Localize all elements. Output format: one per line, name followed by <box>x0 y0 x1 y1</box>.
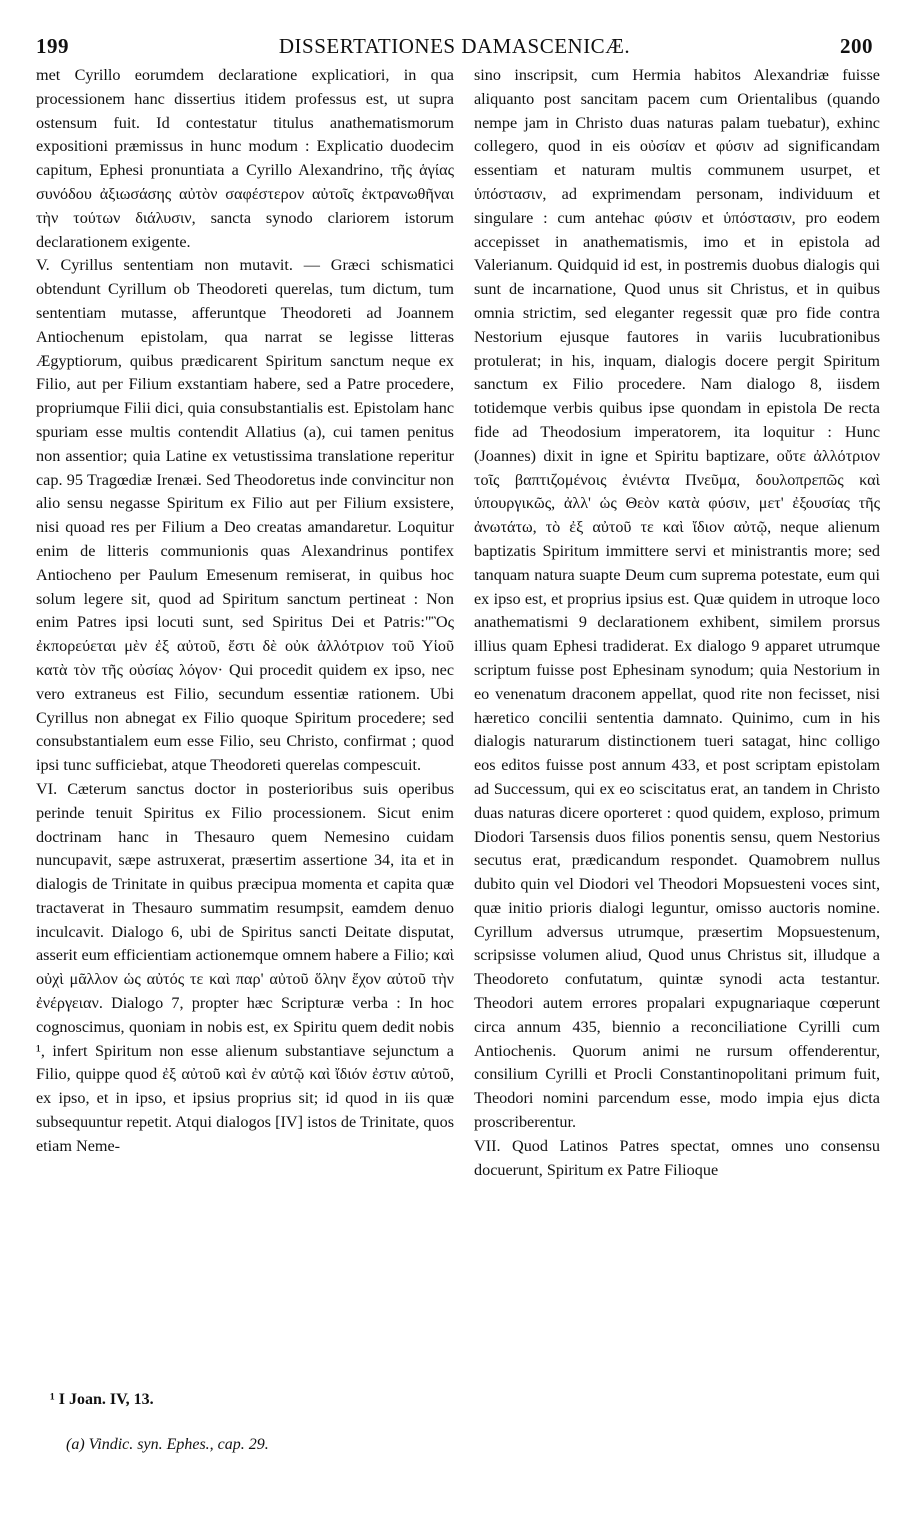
paragraph-intro: met Cyrillo eorumdem declaratione explicatiori, in qua processionem hanc dissertius itidem professus est, ut supra ostensum fuit. Id contestatur titulus anathematismorum expositioni præmissus in hunc modum : Explicatio duodecim capitum, Ephesi pronuntiata a Cyrillo Alexandrino, τῆς ἁγίας συνόδου ἀξιωσάσης αὐτὸν σαφέστερον αὐτοῖς ἐκτρανωθῆναι τὴν τούτων διάλυσιν, sancta synodo clariorem istorum declarationem exigente. <box>36 66 454 251</box>
page-number-left: 199 <box>36 34 69 58</box>
paragraph-continuation: sino inscripsit, cum Hermia habitos Alexandriæ fuisse aliquanto post sancitam pacem cum Orientalibus (quando nempe jam in Christo duas naturas palam tuebatur), exhinc collegero, quod in eis οὐσίαν et φύσιν ad significandam essentiam et naturam multis communem usurpet, et ὑπόστασιν, ad exprimendam personam, individuum et singulare : cum antehac φύσιν et ὑπόστασιν, pro eodem accepisset in anathematismis, imo et in epistola ad Valerianum. Quidquid id est, in postremis duobus dialogis qui sunt de incarnatione, Quod unus sit Christus, et in quibus omnia strictim, sed eleganter regessit quæ pro fide contra Nestorium ejusque fautores in variis lucubrationibus protulerat; in his, inquam, dialogis docere pergit Spiritum sanctum ex Filio procedere. Nam dialogo 8, iisdem totidemque verbis quibus ipse quondam in epistola De recta fide ad Theodosium imperatorem, ita loquitur : Hunc (Joannes) dixit in igne et Spiritu baptizare, οὔτε ἀλλότριον τοῖς βαπτιζομένοις ἐνιέντα Πνεῦμα, δουλοπρεπῶς καὶ ὑπουργικῶς, ἀλλ' ὡς Θεὸν κατὰ φύσιν, μετ' ἐξουσίας τῆς ἀνωτάτω, τὸ ἐξ αὐτοῦ τε καὶ ἴδιον αὐτῷ, neque alienum baptizatis Spiritum immittere servi et ministrantis more; sed tanquam natura suapte Deum cum suprema potestate, eum qui ex ipso est, et proprius ipsius est. Quæ quidem in utroque loco anathematismi 9 declarationem exhibent, similem prorsus illius quam Ephesi tradiderat. Ex dialogo 9 apparet utrumque scriptum fuisse post Ephesinam synodum; quia Nestorium in eo venenatum draconem appellat, quod rite non fecisset, nisi hæretico concilii sententia damnato. Quinimo, cum in his dialogis naturarum distinctionem tueri satagat, hinc colligo eos editos fuisse post annum 433, et post scriptam epistolam ad Successum, qui ex eo sciscitatus erat, an tandem in Christo duas naturas dicere oporteret : quod quidem, exploso, primum Diodori Tarsensis duos filios ponentis sensu, quem Nestorius secutus erat, prædicandum respondet. Quamobrem nullus dubito quin vel Diodori vel Theodori Mopsuesteni voces sint, quæ initio prioris dialogi leguntur, omisso auctoris nomine. Cyrillum adversus utrumque, præsertim Mopsuestenum, scripsisse volumen aliud, Quod unus Christus sit, illudque a Theodoreto confutatum, quintæ synodi acta testantur. Theodori autem errores propalari expugnariaque cœperunt circa annum 435, biennio a reconciliatione Cyrilli cum Antiochenis. Quorum animi ne rursum offenderentur, consilium Cyrilli et Procli Constantinopolitani primum fuit, Theodori nomini parcendum esse, modo impia ejus dicta proscriberentur. <box>474 66 880 1132</box>
footnotes <box>36 1388 454 1478</box>
paragraph-section-vi: VI. Cæterum sanctus doctor in posterioribus suis operibus perinde tenuit Spiritus ex Filio processionem. Sicut enim doctrinam hanc in Thesauro quem Nemesino cuidam nuncupavit, sæpe astruxerat, præsertim assertione 34, ita et in dialogis de Trinitate in quibus præcipua momenta et capita quæ tractaverat in Thesauro summatim resumpsit, eamdem denuo inculcavit. Dialogo 6, ubi de Spiritus sancti Deitate disputat, asserit eum efficientiam actionemque omnem habere a Filio; καὶ οὐχὶ μᾶλλον ὡς αὐτός τε καὶ παρ' αὐτοῦ ὅλην ἔχον αὐτοῦ τὴν ἐνέργειαν. Dialogo 7, propter hæc Scripturæ verba : In hoc cognoscimus, quoniam in nobis est, ex Spiritu quem dedit nobis ¹, infert Spiritum non esse alienum substantiave sejunctum a Filio, quippe quod ἐξ αὐτοῦ καὶ ἐν αὐτῷ καὶ ἴδιόν ἐστιν αὐτοῦ, ex ipso, et in ipso, et ipsius proprius sit; id quod in iis quæ subsequuntur repetit. Atqui dialogos [IV] istos de Trinitate, quos etiam Neme- <box>36 779 454 1155</box>
paragraph-section-vii: VII. Quod Latinos Patres spectat, omnes uno consensu docuerunt, Spiritum ex Patre Filioque <box>474 1136 880 1179</box>
running-header <box>36 34 873 64</box>
page-number-right: 200 <box>840 34 873 58</box>
left-column <box>36 64 454 1159</box>
right-column <box>474 64 880 1182</box>
footnote-scripture: ¹ I Joan. IV, 13. <box>50 1391 154 1408</box>
footnote-source: (a) Vindic. syn. Ephes., cap. 29. <box>66 1436 269 1453</box>
running-title: DISSERTATIONES DAMASCENICÆ. <box>278 34 631 58</box>
paragraph-section-v: V. Cyrillus sententiam non mutavit. — Græci schismatici obtendunt Cyrillum ob Theodoreti querelas, tum dictum, tum sententiam mutasse, afferuntque Theodoreti ad Joannem Antiochenum epistolam, qua narrat se legisse litteras Ægyptiorum, quibus prædicarent Spiritum sanctum neque ex Filio, aut per Filium exstantiam habere, sed a Patre procedere, propriumque Filii dici, quia consubstantialis est. Epistolam hanc spuriam esse multis contendit Allatius (a), cui tamen penitus non assentior; quia Latine ex vetustissima translatione reperitur cap. 95 Tragœdiæ Irenæi. Sed Theodoretus inde convincitur non alio sensu negasse Spiritum ex Filio aut per Filium exsistere, nisi quoad res per Filium a Deo creatas amandaretur. Loquitur enim de litteris communionis quas Alexandrinus pontifex Antiocheno per Paulum Emesenum remiserat, in quibus hoc solum legere sit, quod ad Spiritum sanctum pertineat : Non enim Patres ipsi locuti sunt, sed Spiritus Dei et Patris:"Ὃς ἐκπορεύεται μὲν ἐξ αὐτοῦ, ἔστι δὲ οὐκ ἀλλότριον τοῦ Υἱοῦ κατὰ τὸν τῆς οὐσίας λόγον· Qui procedit quidem ex ipso, nec vero extraneus est Filio, secundum essentiæ rationem. Ubi Cyrillus non abnegat ex Filio quoque Spiritum procedere; sed consubstantialem eum esse Filio, seu Christo, confirmat ; quod ipsi tunc sufficiebat, atque Theodoreti querelas compescuit. <box>36 256 454 775</box>
